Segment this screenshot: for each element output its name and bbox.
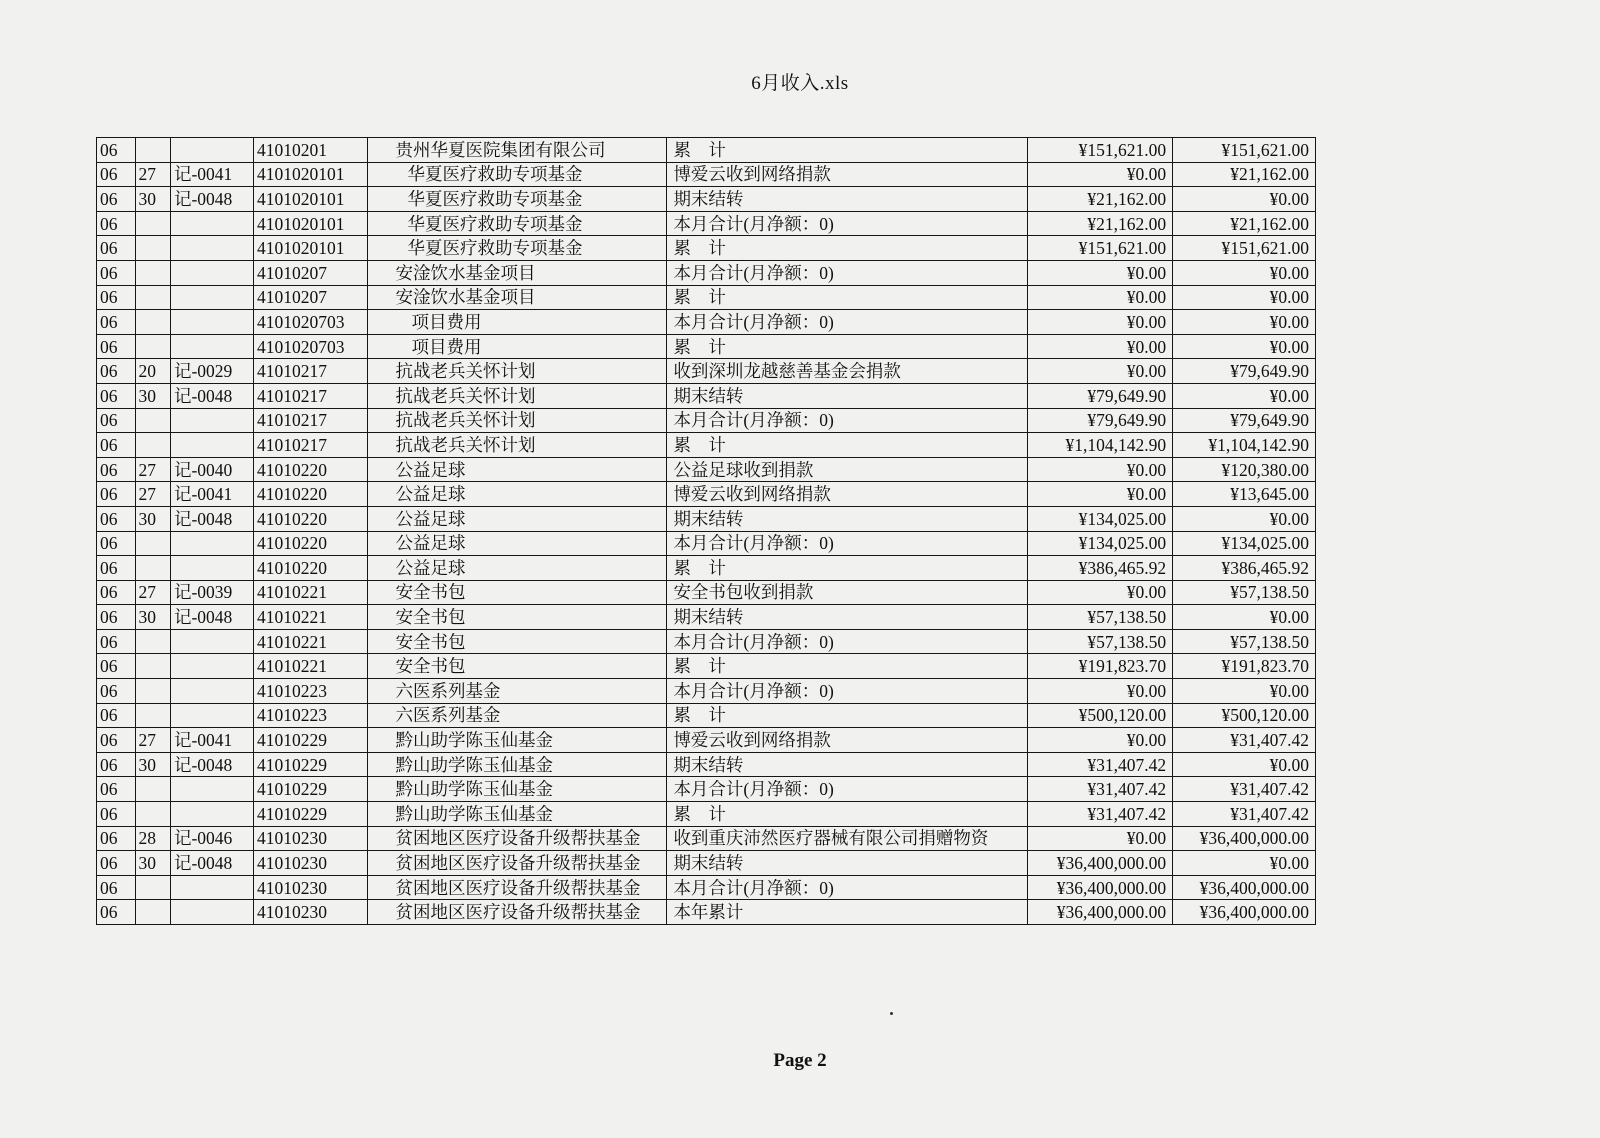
debit-amount-cell: ¥79,649.90 bbox=[1028, 383, 1173, 408]
summary-cell: 本月合计(月净额：0) bbox=[667, 408, 1028, 433]
account-code-cell: 41010207 bbox=[254, 285, 367, 310]
account-code-cell: 41010229 bbox=[254, 802, 367, 827]
account-code-cell: 41010221 bbox=[254, 580, 367, 605]
debit-amount-cell: ¥134,025.00 bbox=[1028, 506, 1173, 531]
credit-amount-cell: ¥151,621.00 bbox=[1173, 236, 1316, 261]
summary-cell: 公益足球收到捐款 bbox=[667, 457, 1028, 482]
summary-cell: 累 计 bbox=[667, 138, 1028, 163]
day-cell bbox=[135, 285, 170, 310]
credit-amount-cell: ¥31,407.42 bbox=[1173, 777, 1316, 802]
debit-amount-cell: ¥1,104,142.90 bbox=[1028, 433, 1173, 458]
account-name-cell: 安全书包 bbox=[367, 580, 667, 605]
table-row bbox=[97, 605, 1316, 630]
day-cell bbox=[135, 260, 170, 285]
account-name-cell: 贫困地区医疗设备升级帮扶基金 bbox=[367, 826, 667, 851]
summary-cell: 本月合计(月净额：0) bbox=[667, 260, 1028, 285]
voucher-cell bbox=[170, 531, 253, 556]
credit-amount-cell: ¥1,104,142.90 bbox=[1173, 433, 1316, 458]
account-code-cell: 41010217 bbox=[254, 383, 367, 408]
month-cell: 06 bbox=[97, 162, 136, 187]
credit-amount-cell: ¥0.00 bbox=[1173, 506, 1316, 531]
day-cell: 27 bbox=[135, 162, 170, 187]
table-row bbox=[97, 556, 1316, 581]
month-cell: 06 bbox=[97, 457, 136, 482]
table-row bbox=[97, 457, 1316, 482]
credit-amount-cell: ¥500,120.00 bbox=[1173, 703, 1316, 728]
day-cell: 30 bbox=[135, 506, 170, 531]
voucher-cell bbox=[170, 802, 253, 827]
credit-amount-cell: ¥79,649.90 bbox=[1173, 359, 1316, 384]
day-cell bbox=[135, 334, 170, 359]
voucher-cell bbox=[170, 875, 253, 900]
table-row bbox=[97, 531, 1316, 556]
table-row bbox=[97, 359, 1316, 384]
month-cell: 06 bbox=[97, 482, 136, 507]
ledger-body bbox=[97, 138, 1316, 925]
debit-amount-cell: ¥31,407.42 bbox=[1028, 777, 1173, 802]
credit-amount-cell: ¥0.00 bbox=[1173, 260, 1316, 285]
day-cell: 20 bbox=[135, 359, 170, 384]
day-cell: 27 bbox=[135, 457, 170, 482]
summary-cell: 累 计 bbox=[667, 236, 1028, 261]
summary-cell: 累 计 bbox=[667, 334, 1028, 359]
credit-amount-cell: ¥0.00 bbox=[1173, 285, 1316, 310]
account-code-cell: 41010229 bbox=[254, 728, 367, 753]
table-row bbox=[97, 482, 1316, 507]
table-row bbox=[97, 310, 1316, 335]
voucher-cell bbox=[170, 260, 253, 285]
account-code-cell: 41010223 bbox=[254, 703, 367, 728]
voucher-cell: 记-0048 bbox=[170, 605, 253, 630]
table-row bbox=[97, 875, 1316, 900]
debit-amount-cell: ¥79,649.90 bbox=[1028, 408, 1173, 433]
month-cell: 06 bbox=[97, 777, 136, 802]
credit-amount-cell: ¥57,138.50 bbox=[1173, 580, 1316, 605]
day-cell bbox=[135, 138, 170, 163]
table-row bbox=[97, 752, 1316, 777]
day-cell: 27 bbox=[135, 728, 170, 753]
summary-cell: 本月合计(月净额：0) bbox=[667, 531, 1028, 556]
debit-amount-cell: ¥0.00 bbox=[1028, 457, 1173, 482]
table-row bbox=[97, 211, 1316, 236]
voucher-cell bbox=[170, 334, 253, 359]
debit-amount-cell: ¥21,162.00 bbox=[1028, 211, 1173, 236]
credit-amount-cell: ¥191,823.70 bbox=[1173, 654, 1316, 679]
month-cell: 06 bbox=[97, 900, 136, 925]
voucher-cell bbox=[170, 654, 253, 679]
account-name-cell: 黔山助学陈玉仙基金 bbox=[367, 802, 667, 827]
table-row bbox=[97, 851, 1316, 876]
voucher-cell bbox=[170, 236, 253, 261]
table-row bbox=[97, 703, 1316, 728]
account-name-cell: 贫困地区医疗设备升级帮扶基金 bbox=[367, 900, 667, 925]
credit-amount-cell: ¥36,400,000.00 bbox=[1173, 875, 1316, 900]
voucher-cell bbox=[170, 408, 253, 433]
debit-amount-cell: ¥0.00 bbox=[1028, 310, 1173, 335]
account-code-cell: 4101020703 bbox=[254, 334, 367, 359]
summary-cell: 累 计 bbox=[667, 285, 1028, 310]
debit-amount-cell: ¥0.00 bbox=[1028, 285, 1173, 310]
voucher-cell bbox=[170, 285, 253, 310]
day-cell bbox=[135, 654, 170, 679]
credit-amount-cell: ¥0.00 bbox=[1173, 679, 1316, 704]
summary-cell: 本年累计 bbox=[667, 900, 1028, 925]
day-cell bbox=[135, 777, 170, 802]
account-code-cell: 41010220 bbox=[254, 506, 367, 531]
summary-cell: 期末结转 bbox=[667, 506, 1028, 531]
account-code-cell: 41010201 bbox=[254, 138, 367, 163]
debit-amount-cell: ¥36,400,000.00 bbox=[1028, 875, 1173, 900]
account-name-cell: 黔山助学陈玉仙基金 bbox=[367, 777, 667, 802]
voucher-cell bbox=[170, 138, 253, 163]
account-code-cell: 41010217 bbox=[254, 433, 367, 458]
summary-cell: 本月合计(月净额：0) bbox=[667, 310, 1028, 335]
debit-amount-cell: ¥36,400,000.00 bbox=[1028, 851, 1173, 876]
debit-amount-cell: ¥57,138.50 bbox=[1028, 605, 1173, 630]
day-cell: 30 bbox=[135, 851, 170, 876]
account-code-cell: 41010223 bbox=[254, 679, 367, 704]
debit-amount-cell: ¥36,400,000.00 bbox=[1028, 900, 1173, 925]
day-cell bbox=[135, 703, 170, 728]
account-name-cell: 六医系列基金 bbox=[367, 703, 667, 728]
month-cell: 06 bbox=[97, 260, 136, 285]
summary-cell: 本月合计(月净额：0) bbox=[667, 875, 1028, 900]
day-cell bbox=[135, 408, 170, 433]
account-code-cell: 41010229 bbox=[254, 777, 367, 802]
credit-amount-cell: ¥21,162.00 bbox=[1173, 211, 1316, 236]
account-code-cell: 41010230 bbox=[254, 875, 367, 900]
account-code-cell: 41010221 bbox=[254, 605, 367, 630]
account-code-cell: 4101020101 bbox=[254, 236, 367, 261]
voucher-cell bbox=[170, 900, 253, 925]
voucher-cell: 记-0041 bbox=[170, 482, 253, 507]
voucher-cell: 记-0029 bbox=[170, 359, 253, 384]
summary-cell: 博爱云收到网络捐款 bbox=[667, 482, 1028, 507]
voucher-cell bbox=[170, 310, 253, 335]
month-cell: 06 bbox=[97, 605, 136, 630]
day-cell bbox=[135, 433, 170, 458]
month-cell: 06 bbox=[97, 802, 136, 827]
account-name-cell: 安淦饮水基金项目 bbox=[367, 260, 667, 285]
account-name-cell: 安全书包 bbox=[367, 654, 667, 679]
account-name-cell: 抗战老兵关怀计划 bbox=[367, 359, 667, 384]
month-cell: 06 bbox=[97, 629, 136, 654]
summary-cell: 期末结转 bbox=[667, 383, 1028, 408]
account-code-cell: 4101020101 bbox=[254, 187, 367, 212]
table-row bbox=[97, 433, 1316, 458]
table-row bbox=[97, 236, 1316, 261]
day-cell bbox=[135, 310, 170, 335]
debit-amount-cell: ¥57,138.50 bbox=[1028, 629, 1173, 654]
table-row bbox=[97, 629, 1316, 654]
account-name-cell: 华夏医疗救助专项基金 bbox=[367, 187, 667, 212]
account-code-cell: 41010220 bbox=[254, 531, 367, 556]
voucher-cell: 记-0041 bbox=[170, 728, 253, 753]
summary-cell: 收到重庆沛然医疗器械有限公司捐赠物资 bbox=[667, 826, 1028, 851]
month-cell: 06 bbox=[97, 851, 136, 876]
voucher-cell bbox=[170, 703, 253, 728]
ledger-table bbox=[96, 137, 1316, 925]
debit-amount-cell: ¥0.00 bbox=[1028, 334, 1173, 359]
table-row bbox=[97, 334, 1316, 359]
month-cell: 06 bbox=[97, 138, 136, 163]
credit-amount-cell: ¥134,025.00 bbox=[1173, 531, 1316, 556]
account-code-cell: 41010221 bbox=[254, 654, 367, 679]
table-row bbox=[97, 260, 1316, 285]
month-cell: 06 bbox=[97, 359, 136, 384]
account-name-cell: 抗战老兵关怀计划 bbox=[367, 383, 667, 408]
account-name-cell: 黔山助学陈玉仙基金 bbox=[367, 728, 667, 753]
voucher-cell: 记-0040 bbox=[170, 457, 253, 482]
summary-cell: 期末结转 bbox=[667, 187, 1028, 212]
month-cell: 06 bbox=[97, 728, 136, 753]
table-row bbox=[97, 285, 1316, 310]
voucher-cell: 记-0046 bbox=[170, 826, 253, 851]
credit-amount-cell: ¥120,380.00 bbox=[1173, 457, 1316, 482]
account-code-cell: 41010217 bbox=[254, 359, 367, 384]
credit-amount-cell: ¥31,407.42 bbox=[1173, 802, 1316, 827]
account-code-cell: 41010230 bbox=[254, 851, 367, 876]
month-cell: 06 bbox=[97, 310, 136, 335]
table-row bbox=[97, 654, 1316, 679]
day-cell bbox=[135, 236, 170, 261]
account-code-cell: 41010230 bbox=[254, 826, 367, 851]
table-row bbox=[97, 802, 1316, 827]
account-name-cell: 安全书包 bbox=[367, 629, 667, 654]
debit-amount-cell: ¥500,120.00 bbox=[1028, 703, 1173, 728]
account-name-cell: 公益足球 bbox=[367, 482, 667, 507]
credit-amount-cell: ¥0.00 bbox=[1173, 851, 1316, 876]
voucher-cell: 记-0048 bbox=[170, 187, 253, 212]
debit-amount-cell: ¥0.00 bbox=[1028, 580, 1173, 605]
month-cell: 06 bbox=[97, 580, 136, 605]
credit-amount-cell: ¥0.00 bbox=[1173, 383, 1316, 408]
summary-cell: 收到深圳龙越慈善基金会捐款 bbox=[667, 359, 1028, 384]
credit-amount-cell: ¥31,407.42 bbox=[1173, 728, 1316, 753]
summary-cell: 累 计 bbox=[667, 802, 1028, 827]
summary-cell: 期末结转 bbox=[667, 605, 1028, 630]
debit-amount-cell: ¥31,407.42 bbox=[1028, 802, 1173, 827]
credit-amount-cell: ¥0.00 bbox=[1173, 310, 1316, 335]
day-cell bbox=[135, 900, 170, 925]
voucher-cell: 记-0048 bbox=[170, 506, 253, 531]
month-cell: 06 bbox=[97, 408, 136, 433]
month-cell: 06 bbox=[97, 285, 136, 310]
table-row bbox=[97, 900, 1316, 925]
account-code-cell: 41010229 bbox=[254, 752, 367, 777]
account-name-cell: 贫困地区医疗设备升级帮扶基金 bbox=[367, 875, 667, 900]
day-cell: 30 bbox=[135, 187, 170, 212]
month-cell: 06 bbox=[97, 334, 136, 359]
summary-cell: 累 计 bbox=[667, 556, 1028, 581]
debit-amount-cell: ¥151,621.00 bbox=[1028, 138, 1173, 163]
scan-speck bbox=[890, 1012, 893, 1015]
voucher-cell bbox=[170, 629, 253, 654]
summary-cell: 累 计 bbox=[667, 703, 1028, 728]
account-name-cell: 安全书包 bbox=[367, 605, 667, 630]
voucher-cell: 记-0048 bbox=[170, 752, 253, 777]
month-cell: 06 bbox=[97, 556, 136, 581]
account-name-cell: 华夏医疗救助专项基金 bbox=[367, 236, 667, 261]
month-cell: 06 bbox=[97, 433, 136, 458]
summary-cell: 本月合计(月净额：0) bbox=[667, 777, 1028, 802]
table-row bbox=[97, 826, 1316, 851]
credit-amount-cell: ¥0.00 bbox=[1173, 605, 1316, 630]
table-row bbox=[97, 138, 1316, 163]
table-row bbox=[97, 580, 1316, 605]
debit-amount-cell: ¥386,465.92 bbox=[1028, 556, 1173, 581]
credit-amount-cell: ¥36,400,000.00 bbox=[1173, 900, 1316, 925]
account-code-cell: 41010217 bbox=[254, 408, 367, 433]
account-code-cell: 4101020703 bbox=[254, 310, 367, 335]
account-name-cell: 公益足球 bbox=[367, 531, 667, 556]
day-cell: 30 bbox=[135, 383, 170, 408]
day-cell bbox=[135, 211, 170, 236]
account-name-cell: 抗战老兵关怀计划 bbox=[367, 433, 667, 458]
table-row bbox=[97, 408, 1316, 433]
account-name-cell: 华夏医疗救助专项基金 bbox=[367, 211, 667, 236]
debit-amount-cell: ¥31,407.42 bbox=[1028, 752, 1173, 777]
month-cell: 06 bbox=[97, 679, 136, 704]
month-cell: 06 bbox=[97, 383, 136, 408]
credit-amount-cell: ¥79,649.90 bbox=[1173, 408, 1316, 433]
month-cell: 06 bbox=[97, 875, 136, 900]
summary-cell: 本月合计(月净额：0) bbox=[667, 211, 1028, 236]
table-row bbox=[97, 728, 1316, 753]
debit-amount-cell: ¥0.00 bbox=[1028, 679, 1173, 704]
voucher-cell: 记-0048 bbox=[170, 383, 253, 408]
credit-amount-cell: ¥36,400,000.00 bbox=[1173, 826, 1316, 851]
voucher-cell: 记-0048 bbox=[170, 851, 253, 876]
account-code-cell: 41010221 bbox=[254, 629, 367, 654]
summary-cell: 期末结转 bbox=[667, 851, 1028, 876]
day-cell bbox=[135, 875, 170, 900]
month-cell: 06 bbox=[97, 654, 136, 679]
table-row bbox=[97, 679, 1316, 704]
voucher-cell: 记-0039 bbox=[170, 580, 253, 605]
document-title: 6月收入.xls bbox=[751, 73, 849, 94]
debit-amount-cell: ¥191,823.70 bbox=[1028, 654, 1173, 679]
debit-amount-cell: ¥0.00 bbox=[1028, 359, 1173, 384]
day-cell bbox=[135, 556, 170, 581]
summary-cell: 累 计 bbox=[667, 433, 1028, 458]
day-cell bbox=[135, 802, 170, 827]
credit-amount-cell: ¥386,465.92 bbox=[1173, 556, 1316, 581]
day-cell bbox=[135, 531, 170, 556]
summary-cell: 博爱云收到网络捐款 bbox=[667, 728, 1028, 753]
credit-amount-cell: ¥151,621.00 bbox=[1173, 138, 1316, 163]
account-code-cell: 41010207 bbox=[254, 260, 367, 285]
summary-cell: 博爱云收到网络捐款 bbox=[667, 162, 1028, 187]
month-cell: 06 bbox=[97, 236, 136, 261]
day-cell: 27 bbox=[135, 580, 170, 605]
voucher-cell bbox=[170, 211, 253, 236]
debit-amount-cell: ¥0.00 bbox=[1028, 162, 1173, 187]
summary-cell: 安全书包收到捐款 bbox=[667, 580, 1028, 605]
voucher-cell bbox=[170, 433, 253, 458]
debit-amount-cell: ¥0.00 bbox=[1028, 260, 1173, 285]
account-name-cell: 贫困地区医疗设备升级帮扶基金 bbox=[367, 851, 667, 876]
debit-amount-cell: ¥134,025.00 bbox=[1028, 531, 1173, 556]
debit-amount-cell: ¥0.00 bbox=[1028, 826, 1173, 851]
account-code-cell: 41010220 bbox=[254, 556, 367, 581]
credit-amount-cell: ¥0.00 bbox=[1173, 752, 1316, 777]
account-name-cell: 公益足球 bbox=[367, 457, 667, 482]
month-cell: 06 bbox=[97, 187, 136, 212]
account-name-cell: 项目费用 bbox=[367, 310, 667, 335]
credit-amount-cell: ¥13,645.00 bbox=[1173, 482, 1316, 507]
account-name-cell: 抗战老兵关怀计划 bbox=[367, 408, 667, 433]
account-name-cell: 黔山助学陈玉仙基金 bbox=[367, 752, 667, 777]
debit-amount-cell: ¥151,621.00 bbox=[1028, 236, 1173, 261]
summary-cell: 本月合计(月净额：0) bbox=[667, 679, 1028, 704]
table-row bbox=[97, 187, 1316, 212]
month-cell: 06 bbox=[97, 506, 136, 531]
month-cell: 06 bbox=[97, 531, 136, 556]
voucher-cell: 记-0041 bbox=[170, 162, 253, 187]
account-name-cell: 贵州华夏医院集团有限公司 bbox=[367, 138, 667, 163]
day-cell: 27 bbox=[135, 482, 170, 507]
account-code-cell: 4101020101 bbox=[254, 162, 367, 187]
account-code-cell: 41010220 bbox=[254, 457, 367, 482]
account-code-cell: 4101020101 bbox=[254, 211, 367, 236]
table-row bbox=[97, 162, 1316, 187]
day-cell: 30 bbox=[135, 605, 170, 630]
month-cell: 06 bbox=[97, 703, 136, 728]
day-cell bbox=[135, 629, 170, 654]
page-number: Page 2 bbox=[773, 1050, 827, 1071]
table-row bbox=[97, 383, 1316, 408]
month-cell: 06 bbox=[97, 826, 136, 851]
account-name-cell: 公益足球 bbox=[367, 556, 667, 581]
account-name-cell: 华夏医疗救助专项基金 bbox=[367, 162, 667, 187]
credit-amount-cell: ¥21,162.00 bbox=[1173, 162, 1316, 187]
debit-amount-cell: ¥0.00 bbox=[1028, 482, 1173, 507]
account-name-cell: 六医系列基金 bbox=[367, 679, 667, 704]
account-name-cell: 项目费用 bbox=[367, 334, 667, 359]
debit-amount-cell: ¥0.00 bbox=[1028, 728, 1173, 753]
account-name-cell: 公益足球 bbox=[367, 506, 667, 531]
debit-amount-cell: ¥21,162.00 bbox=[1028, 187, 1173, 212]
summary-cell: 期末结转 bbox=[667, 752, 1028, 777]
account-code-cell: 41010230 bbox=[254, 900, 367, 925]
credit-amount-cell: ¥0.00 bbox=[1173, 334, 1316, 359]
credit-amount-cell: ¥0.00 bbox=[1173, 187, 1316, 212]
summary-cell: 本月合计(月净额：0) bbox=[667, 629, 1028, 654]
table-row bbox=[97, 777, 1316, 802]
table-row bbox=[97, 506, 1316, 531]
account-name-cell: 安淦饮水基金项目 bbox=[367, 285, 667, 310]
voucher-cell bbox=[170, 556, 253, 581]
month-cell: 06 bbox=[97, 752, 136, 777]
day-cell: 28 bbox=[135, 826, 170, 851]
summary-cell: 累 计 bbox=[667, 654, 1028, 679]
account-code-cell: 41010220 bbox=[254, 482, 367, 507]
month-cell: 06 bbox=[97, 211, 136, 236]
day-cell: 30 bbox=[135, 752, 170, 777]
credit-amount-cell: ¥57,138.50 bbox=[1173, 629, 1316, 654]
voucher-cell bbox=[170, 679, 253, 704]
voucher-cell bbox=[170, 777, 253, 802]
day-cell bbox=[135, 679, 170, 704]
